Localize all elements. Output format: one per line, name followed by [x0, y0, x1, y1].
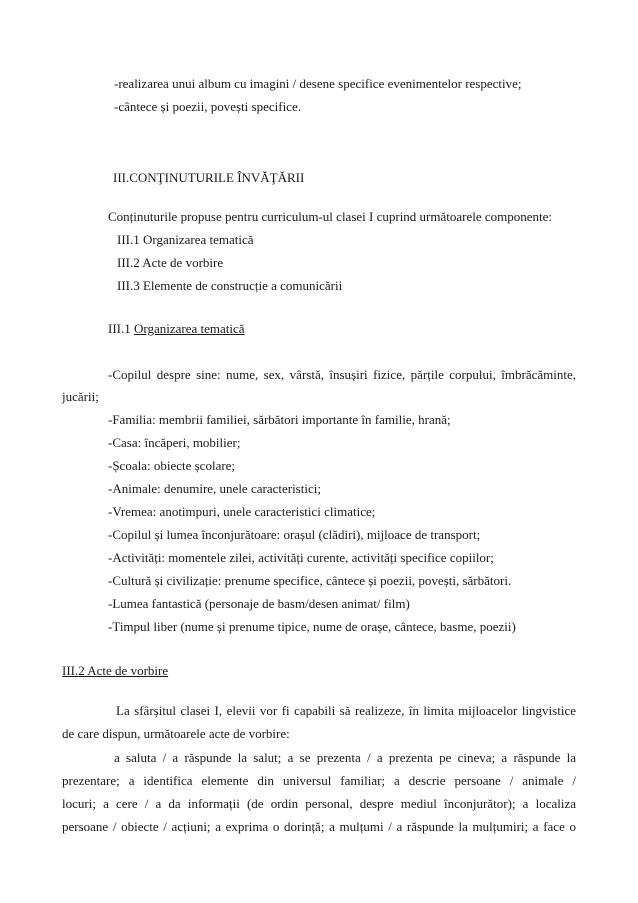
- paragraph-line: La sfârșitul clasei I, elevii vor fi capabili să realizeze, în limita mijloacelor lingvistice: [116, 703, 576, 718]
- theme-item: -Activități: momentele zilei, activități curente, activități specifice copiilor;: [108, 550, 494, 565]
- section-heading: III.CONŢINUTURILE ÎNVĂŢĂRII: [113, 170, 305, 185]
- theme-item: -Timpul liber (nume și prenume tipice, nume de orașe, cântece, basme, poezii): [108, 619, 516, 634]
- intro-item: -cântece și poezii, povești specifice.: [114, 99, 301, 114]
- paragraph-line: persoane / obiecte / acțiuni; a exprima o dorință; a mulțumi / a răspunde la mulțumiri; a face o: [62, 819, 576, 834]
- theme-item: -Școala: obiecte școlare;: [108, 458, 236, 473]
- component-item: III.2 Acte de vorbire: [117, 255, 224, 270]
- content-intro: Conținuturile propuse pentru curriculum-ul clasei I cuprind următoarele componente:: [108, 209, 553, 224]
- component-item: III.3 Elemente de construcție a comunicării: [117, 278, 343, 293]
- theme-item: -Casa: încăperi, mobilier;: [108, 435, 241, 450]
- intro-item: -realizarea unui album cu imagini / desene specifice evenimentelor respective;: [114, 76, 522, 91]
- theme-item: -Lumea fantastică (personaje de basm/desen animat/ film): [108, 596, 410, 611]
- paragraph-line: a saluta / a răspunde la salut; a se prezenta / a prezenta pe cineva; a răspunde la: [114, 750, 576, 765]
- theme-item: -Animale: denumire, unele caracteristici;: [108, 481, 321, 496]
- paragraph-line: prezentare; a identifica elemente din universul familiar; a descrie persoane / animale /: [62, 773, 576, 788]
- subsection-prefix: III.1: [108, 321, 134, 336]
- theme-item: -Copilul și lumea înconjurătoare: orașul (clădiri), mijloace de transport;: [108, 527, 481, 542]
- paragraph-line: locuri; a cere / a da informații (de ordin personal, despre mediul înconjurător); a localiza: [62, 796, 576, 811]
- subsection-heading-1: [108, 321, 245, 337]
- paragraph-line: de care dispun, următoarele acte de vorbire:: [62, 726, 290, 741]
- subsection-title: Organizarea tematică: [134, 321, 245, 336]
- theme-item: -Copilul despre sine: nume, sex, vârstă, însușiri fizice, părțile corpului, îmbrăcăminte,: [108, 367, 576, 382]
- component-item: III.1 Organizarea tematică: [117, 232, 254, 247]
- theme-item: -Vremea: anotimpuri, unele caracteristici climatice;: [108, 504, 376, 519]
- theme-item: -Cultură și civilizație: prenume specifice, cântece și poezii, povești, sărbători.: [108, 573, 512, 588]
- theme-item: -Familia: membrii familiei, sărbători importante în familie, hrană;: [108, 412, 451, 427]
- theme-item-continuation: jucării;: [62, 389, 99, 404]
- subsection-heading-2: III.2 Acte de vorbire: [62, 663, 169, 678]
